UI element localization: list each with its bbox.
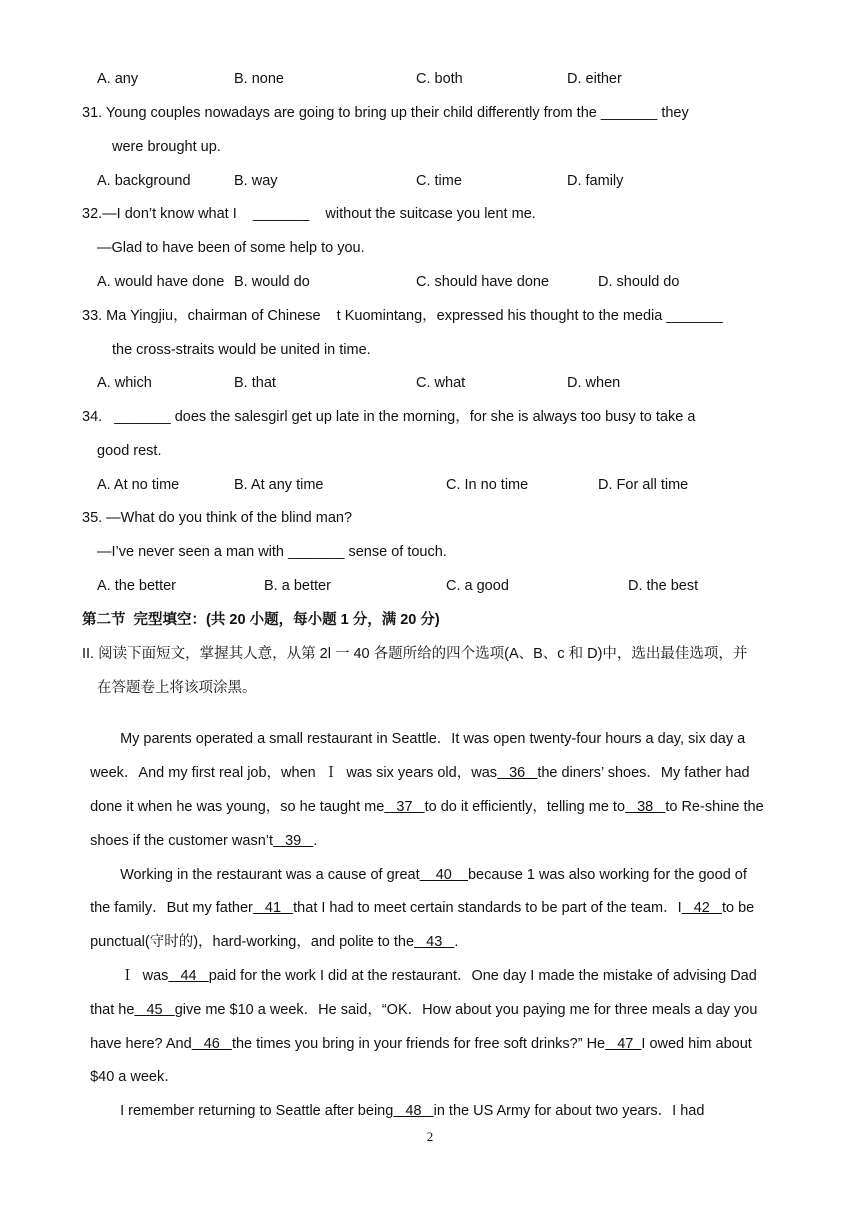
blank-36: 36 — [497, 765, 538, 781]
passage-text: the family．But my father — [90, 900, 253, 916]
q35-response: —I’ve never seen a man with _______ sense of touch. — [97, 544, 447, 560]
q32-response: —Glad to have been of some help to you. — [97, 240, 365, 256]
passage-text: $40 a week． — [90, 1069, 179, 1085]
q35-option-a: A. the better — [97, 578, 176, 594]
passage-line — [112, 712, 745, 748]
passage-line — [82, 881, 754, 917]
q34-option-b: B. At any time — [234, 477, 324, 493]
q31-option-c: C. time — [416, 173, 462, 189]
q33-option-c: C. what — [416, 375, 466, 391]
q31-option-d: D. family — [567, 173, 624, 189]
passage-text: the diners’ shoes．My father had — [537, 765, 750, 781]
q33-option-b: B. that — [234, 375, 276, 391]
q30-option-d: D. either — [567, 71, 622, 87]
blank-38: 38 — [625, 799, 666, 815]
passage-text: I remember returning to Seattle after being — [120, 1103, 394, 1119]
passage-text: that I had to meet certain standards to be part of the team．I — [293, 900, 682, 916]
passage-text: the times you bring in your friends for free soft drinks?” He — [231, 1036, 606, 1052]
blank-44: 44 — [168, 968, 209, 984]
blank-39: 39 — [273, 833, 314, 849]
passage-text: Working in the restaurant was a cause of great — [120, 867, 420, 883]
q34-option-c: C. In no time — [446, 477, 529, 493]
passage-text: My parents operated a small restaurant in Seattle．It was open twenty-four hours a day, six day a — [120, 731, 746, 747]
passage-text: paid for the work I did at the restaurant．One day I made the mistake of advising Dad — [208, 968, 757, 984]
q31-option-a: A. background — [97, 173, 191, 189]
blank-48: 48 — [393, 1103, 434, 1119]
passage-text: that he — [90, 1002, 135, 1018]
q32-option-b: B. would do — [234, 274, 310, 290]
passage-line — [82, 780, 764, 816]
blank-37: 37 — [384, 799, 425, 815]
q34-stem-cont: good rest. — [97, 443, 162, 459]
blank-41: 41 — [252, 900, 294, 916]
passage-text: to Re-shine the — [665, 799, 764, 815]
section-instructions-cont: 在答题卷上将该项涂黑。 — [97, 680, 257, 696]
q32-stem: 32.—I don’t know what I _______ without the suitcase you lent me. — [82, 206, 536, 222]
blank-47: 47 — [605, 1036, 642, 1052]
passage-line — [82, 915, 458, 951]
q34-option-a: A. At no time — [97, 477, 180, 493]
q34-option-d: D. For all time — [598, 477, 689, 493]
passage-text: punctual(守时的)，hard-working，and polite to the — [90, 934, 415, 950]
passage-line — [82, 746, 750, 782]
blank-43: 43 — [414, 934, 455, 950]
section-instructions: II. 阅读下面短文，掌握其人意，从第 2l 一 40 各题所给的四个选项(A、B、c 和 D)中，选出最佳选项，并 — [82, 646, 748, 662]
q33-stem-cont: the cross-straits would be united in time. — [112, 342, 371, 358]
passage-line — [82, 1017, 752, 1053]
page-number: 2 — [426, 1129, 434, 1144]
q30-option-b: B. none — [234, 71, 284, 87]
passage-line — [112, 949, 757, 985]
q33-stem: 33. Ma Yingjiu，chairman of Chinese t Kuomintang，expressed his thought to the media _______ — [82, 308, 723, 324]
passage-text: Ｉ was — [120, 968, 169, 984]
q31-stem: 31. Young couples nowadays are going to bring up their child differently from the _______ they — [82, 105, 689, 121]
q31-option-b: B. way — [234, 173, 278, 189]
q30-option-a: A. any — [97, 71, 139, 87]
passage-text: done it when he was young，so he taught me — [90, 799, 385, 815]
q32-option-c: C. should have done — [416, 274, 550, 290]
q30-option-c: C. both — [416, 71, 463, 87]
passage-text: . — [454, 934, 459, 950]
passage-line — [112, 1084, 704, 1120]
passage-text: to do it efficiently，telling me to — [424, 799, 626, 815]
q34-stem: 34. _______ does the salesgirl get up late in the morning，for she is always too busy to take a — [82, 409, 696, 425]
q33-option-d: D. when — [567, 375, 621, 391]
passage-line — [82, 814, 317, 850]
q35-option-d: D. the best — [628, 578, 699, 594]
blank-40: 40 — [419, 867, 468, 883]
q32-option-d: D. should do — [598, 274, 680, 290]
passage-line — [112, 848, 747, 884]
passage-text: give me $10 a week．He said，“OK．How about you paying me for three meals a day you — [174, 1002, 758, 1018]
passage-text: to be — [721, 900, 755, 916]
passage-line — [82, 983, 757, 1019]
blank-46: 46 — [191, 1036, 232, 1052]
passage-text: because 1 was also working for the good of — [467, 867, 747, 883]
passage-line — [82, 1050, 179, 1086]
q35-stem: 35. —What do you think of the blind man? — [82, 510, 353, 526]
passage-text: . — [313, 833, 318, 849]
passage-text: shoes if the customer wasn’t — [90, 833, 274, 849]
q35-option-c: C. a good — [446, 578, 509, 594]
passage-text: have here? And — [90, 1036, 192, 1052]
q32-option-a: A. would have done — [97, 274, 225, 290]
passage-text: I owed him about — [641, 1036, 752, 1052]
blank-45: 45 — [134, 1002, 175, 1018]
passage-text: in the US Army for about two years．I had — [433, 1103, 705, 1119]
section-heading: 第二节 完型填空：(共 20 小题，每小题 1 分，满 20 分) — [82, 612, 440, 628]
passage-text: week．And my first real job，when Ｉ was six years old，was — [90, 765, 498, 781]
q33-option-a: A. which — [97, 375, 152, 391]
q35-option-b: B. a better — [264, 578, 331, 594]
blank-42: 42 — [681, 900, 722, 916]
q31-stem-cont: were brought up. — [112, 139, 221, 155]
